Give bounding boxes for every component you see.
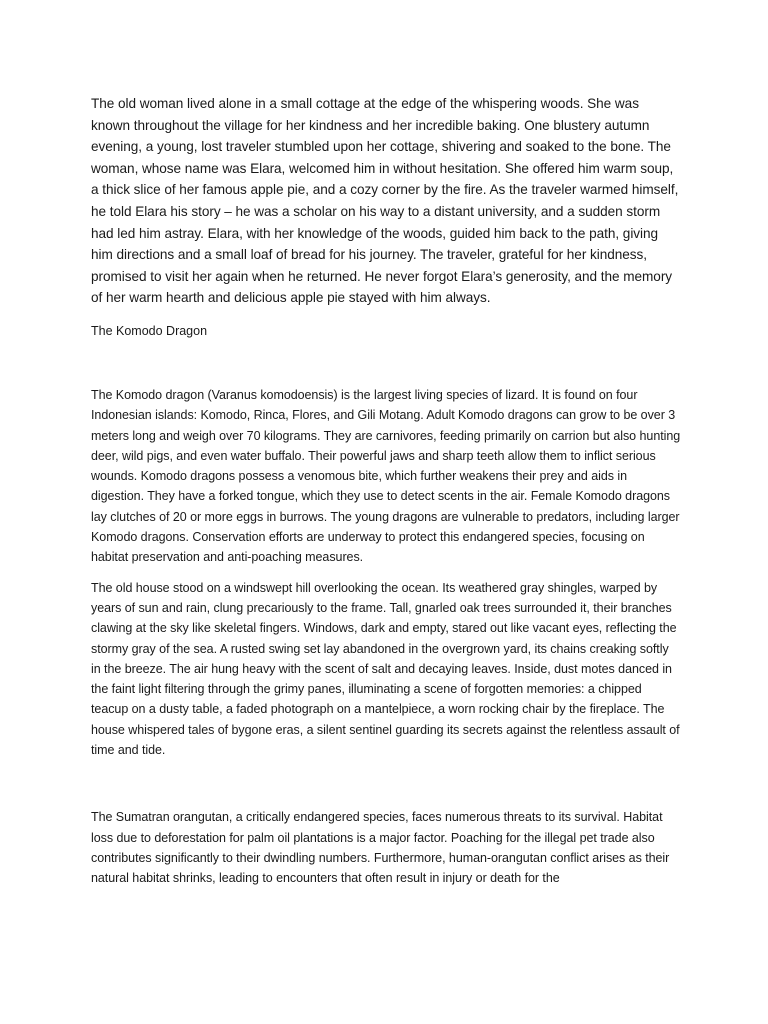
paragraph-sumatran-orangutan: The Sumatran orangutan, a critically endangered species, faces numerous threats to its survival. Habitat loss due to deforestation for palm oil plantations is a major factor. Poaching for the illegal pet trade also contributes significantly to their dwindling numbers. Furthermore, human-orangutan conflict arises as their natural habitat shrinks, leading to encounters that often result in injury or death for the — [91, 810, 670, 886]
paragraph-komodo-dragon: The Komodo dragon (Varanus komodoensis) is the largest living species of lizard. It is found on four Indonesian islands: Komodo, Rinca, Flores, and Gili Motang. Adult Komodo dragons can grow to be over 3 meters long and weigh over 70 kilograms. They are carnivores, feeding primarily on carrion but also hunting deer, wild pigs, and even water buffalo. Their powerful jaws and sharp teeth allow them to inflict serious wounds. Komodo dragons possess a venomous bite, which further weakens their prey and aids in digestion. They have a forked tongue, which they use to detect scents in the air. Female Komodo dragons lay clutches of 20 or more eggs in burrows. The young dragons are vulnerable to predators, including larger Komodo dragons. Conservation efforts are underway to protect this endangered species, focusing on habitat preservation and anti-poaching measures. — [91, 387, 681, 565]
section-heading-komodo: The Komodo Dragon — [91, 323, 208, 338]
paragraph-old-house: The old house stood on a windswept hill overlooking the ocean. Its weathered gray shingles, warped by years of sun and rain, clung precariously to the frame. Tall, gnarled oak trees surrounded it, their branches clawing at the sky like skeletal fingers. Windows, dark and empty, stared out like vacant eyes, reflecting the stormy gray of the sea. A rusted swing set lay abandoned in the overgrown yard, its chains creaking softly in the breeze. The air hung heavy with the scent of salt and decaying leaves. Inside, dust motes danced in the faint light filtering through the grimy panes, illuminating a scene of forgotten memories: a chipped teacup on a dusty table, a faded photograph on a mantelpiece, a worn rocking chair by the fireplace. The house whispered tales of bygone eras, a silent sentinel guarding its secrets against the relentless assault of time and tide. — [91, 580, 680, 757]
paragraph-elara-story: The old woman lived alone in a small cottage at the edge of the whispering woods. She was known throughout the village for her kindness and her incredible baking. One blustery autumn evening, a young, lost traveler stumbled upon her cottage, shivering and soaked to the bone. The woman, whose name was Elara, welcomed him in without hesitation. She offered him warm soup, a thick slice of her famous apple pie, and a cozy corner by the fire. As the traveler warmed himself, he told Elara his story – he was a scholar on his way to a distant university, and a sudden storm had led him astray. Elara, with her knowledge of the woods, guided him back to the path, giving him directions and a small loaf of bread for his journey. The traveler, grateful for her kindness, promised to visit her again when he returned. He never forgot Elara’s generosity, and the memory of her warm hearth and delicious apple pie stayed with him always. — [91, 96, 679, 306]
document-body — [91, 93, 681, 888]
